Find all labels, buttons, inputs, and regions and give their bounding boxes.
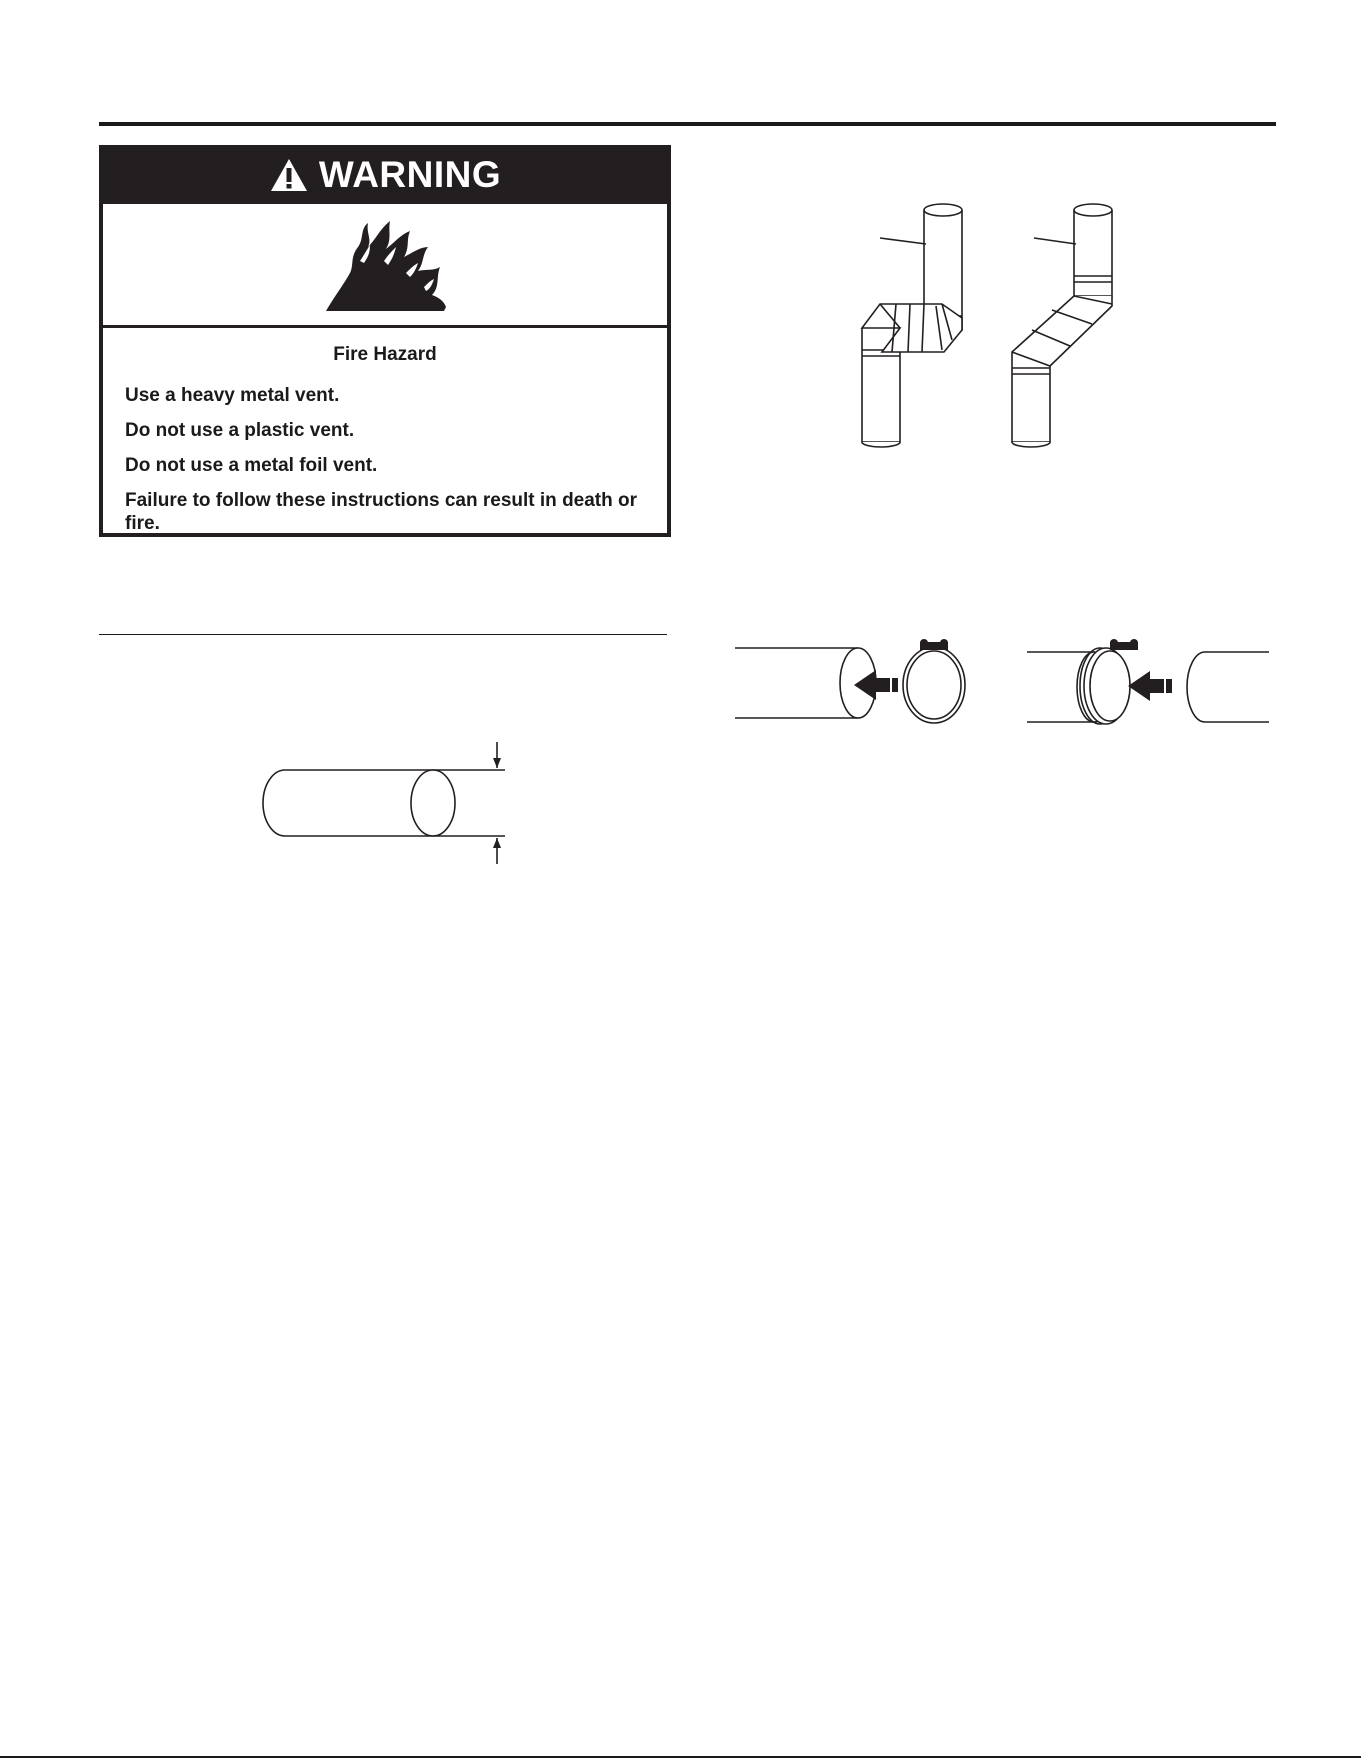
- warning-title: WARNING: [318, 154, 502, 195]
- warning-line: Do not use a plastic vent.: [125, 420, 355, 441]
- warning-body: [103, 328, 667, 535]
- bottom-rule: [0, 1756, 1361, 1758]
- warning-triangle-icon: [269, 157, 309, 193]
- elbow-vent-right: [1012, 204, 1112, 447]
- warning-header: [103, 149, 667, 201]
- warning-line: Failure to follow these instructions can result in death or fire.: [125, 490, 638, 534]
- vent-diameter-diagram: [255, 738, 525, 868]
- elbow-vent-left: [862, 204, 962, 447]
- warning-box: [99, 145, 671, 537]
- clamp-diagram-right: [1022, 630, 1274, 730]
- top-rule: [99, 122, 1276, 126]
- warning-line: Do not use a metal foil vent.: [125, 455, 378, 476]
- clamp-diagram-left: [730, 630, 975, 730]
- flame-panel: [103, 201, 667, 328]
- elbow-vents-diagram: [800, 200, 1180, 455]
- warning-line: Use a heavy metal vent.: [125, 385, 340, 406]
- section-divider: [99, 634, 667, 635]
- hazard-title: Fire Hazard: [333, 344, 437, 365]
- flame-icon: [320, 217, 450, 313]
